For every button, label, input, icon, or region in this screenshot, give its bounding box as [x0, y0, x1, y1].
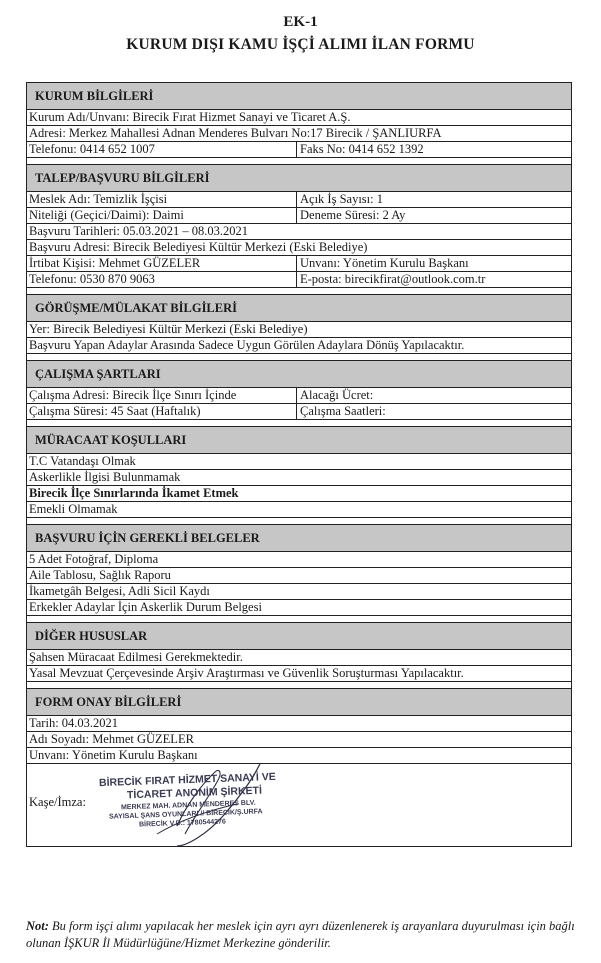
form-row — [27, 272, 571, 288]
section-muracaat-title: MÜRACAAT KOŞULLARI — [27, 427, 571, 454]
form-row — [27, 240, 571, 256]
section-gorusme-title: GÖRÜŞME/MÜLAKAT BİLGİLERİ — [27, 295, 571, 322]
gorusme-notu: Başvuru Yapan Adaylar Arasında Sadece Uygun Görülen Adaylara Dönüş Yapılacaktır. — [29, 338, 465, 352]
form-row — [27, 388, 571, 404]
footer-note — [26, 918, 576, 952]
diger-item: Şahsen Müracaat Edilmesi Gerekmektedir. — [29, 650, 243, 664]
kurum-telefon: Telefonu: 0414 652 1007 — [27, 142, 297, 157]
list-item — [27, 584, 571, 600]
section-talep-title: TALEP/BAŞVURU BİLGİLERİ — [27, 165, 571, 192]
kase-imza-label: Kaşe/İmza: — [29, 795, 86, 809]
spacer — [27, 354, 571, 361]
calisma-adresi: Çalışma Adresi: Birecik İlçe Sınırı İçinde — [27, 388, 297, 403]
irtibat-unvani: Unvanı: Yönetim Kurulu Başkanı — [300, 256, 469, 270]
gorusme-yeri: Yer: Birecik Belediyesi Kültür Merkezi (Eski Belediye) — [29, 322, 308, 336]
list-item — [27, 502, 571, 518]
calisma-saatleri: Çalışma Saatleri: — [300, 404, 386, 418]
form-row — [27, 338, 571, 354]
list-item — [27, 568, 571, 584]
muracaat-item: Birecik İlçe Sınırlarında İkamet Etmek — [29, 486, 239, 500]
onay-unvani: Unvanı: Yönetim Kurulu Başkanı — [29, 748, 198, 762]
kurum-faks: Faks No: 0414 652 1392 — [300, 142, 424, 156]
stamp-line: TİCARET ANONİM ŞİRKETİ — [126, 784, 263, 802]
basvuru-tarihleri: Başvuru Tarihleri: 05.03.2021 – 08.03.2021 — [29, 224, 249, 238]
form-row — [27, 126, 571, 142]
basvuru-adresi: Başvuru Adresi: Birecik Belediyesi Kültür Merkezi (Eski Belediye) — [29, 240, 368, 254]
alacagi-ucret: Alacağı Ücret: — [300, 388, 374, 402]
belge-item: Erkekler Adaylar İçin Askerlik Durum Belgesi — [29, 600, 262, 614]
list-item — [27, 650, 571, 666]
muracaat-item: Emekli Olmamak — [29, 502, 118, 516]
spacer — [27, 158, 571, 165]
muracaat-item: T.C Vatandaşı Olmak — [29, 454, 136, 468]
section-onay-title: FORM ONAY BİLGİLERİ — [27, 689, 571, 716]
list-item — [27, 552, 571, 568]
kurum-adres: Adresi: Merkez Mahallesi Adnan Menderes Bulvarı No:17 Birecik / ŞANLIURFA — [29, 126, 442, 140]
form-row — [27, 322, 571, 338]
diger-item: Yasal Mevzuat Çerçevesinde Arşiv Araştırması ve Güvenlik Soruşturması Yapılacaktır. — [29, 666, 464, 680]
irtibat-kisisi: İrtibat Kişisi: Mehmet GÜZELER — [27, 256, 297, 271]
section-belgeler-title: BAŞVURU İÇİN GEREKLİ BELGELER — [27, 525, 571, 552]
form-row — [27, 732, 571, 748]
calisma-suresi: Çalışma Süresi: 45 Saat (Haftalık) — [27, 404, 297, 419]
irtibat-telefonu: Telefonu: 0530 870 9063 — [27, 272, 297, 287]
spacer — [27, 518, 571, 525]
section-kurum-title: KURUM BİLGİLERİ — [27, 83, 571, 110]
announcement-form — [26, 82, 572, 847]
stamp-line: SAYISAL ŞANS OYUNLARI // BİRECİK/Ş.URFA — [108, 808, 263, 821]
list-item — [27, 666, 571, 682]
form-row — [27, 256, 571, 272]
list-item — [27, 454, 571, 470]
form-row — [27, 748, 571, 764]
stamp-line: BİRECİK FIRAT HİZMET SANAYİ VE — [98, 770, 276, 790]
form-row — [27, 404, 571, 420]
form-row — [27, 142, 571, 158]
form-row — [27, 110, 571, 126]
form-row — [27, 192, 571, 208]
meslek-adi: Meslek Adı: Temizlik İşçisi — [27, 192, 297, 207]
note-text: Bu form işçi alımı yapılacak her meslek için ayrı ayrı düzenlenerek iş arayanlara duyurulması için bağlı olunan İŞKUR İl Müdürlüğüne/Hizmet Merkezine gönderilir. — [26, 919, 575, 950]
signature — [27, 764, 327, 846]
spacer — [27, 288, 571, 295]
onay-tarih: Tarih: 04.03.2021 — [29, 716, 119, 730]
deneme-suresi: Deneme Süresi: 2 Ay — [300, 208, 406, 222]
niteligi: Niteliği (Geçici/Daimi): Daimi — [27, 208, 297, 223]
list-item — [27, 600, 571, 616]
irtibat-eposta: E-posta: birecikfirat@outlook.com.tr — [300, 272, 486, 286]
belge-item: İkametgâh Belgesi, Adli Sicil Kaydı — [29, 584, 210, 598]
stamp-signature-area — [27, 764, 571, 846]
form-title: KURUM DIŞI KAMU İŞÇİ ALIMI İLAN FORMU — [126, 36, 475, 53]
form-row — [27, 716, 571, 732]
list-item — [27, 470, 571, 486]
belge-item: 5 Adet Fotoğraf, Diploma — [29, 552, 159, 566]
spacer — [27, 420, 571, 427]
spacer — [27, 616, 571, 623]
annex-label: EK-1 — [283, 14, 318, 30]
kurum-adi: Kurum Adı/Unvanı: Birecik Fırat Hizmet Sanayi ve Ticaret A.Ş. — [29, 110, 351, 124]
form-row — [27, 208, 571, 224]
spacer — [27, 682, 571, 689]
acik-is-sayisi: Açık İş Sayısı: 1 — [300, 192, 383, 206]
note-label: Not: — [26, 919, 49, 933]
belge-item: Aile Tablosu, Sağlık Raporu — [29, 568, 171, 582]
onay-adi-soyadi: Adı Soyadı: Mehmet GÜZELER — [29, 732, 194, 746]
section-calisma-title: ÇALIŞMA ŞARTLARI — [27, 361, 571, 388]
section-diger-title: DİĞER HUSUSLAR — [27, 623, 571, 650]
list-item — [27, 486, 571, 502]
muracaat-item: Askerlikle İlgisi Bulunmamak — [29, 470, 181, 484]
form-row — [27, 224, 571, 240]
stamp-line: MERKEZ MAH. ADNAN MENDERES BLV. — [120, 799, 256, 812]
stamp-line: BİRECİK V.D.: 1780544276 — [138, 818, 227, 829]
